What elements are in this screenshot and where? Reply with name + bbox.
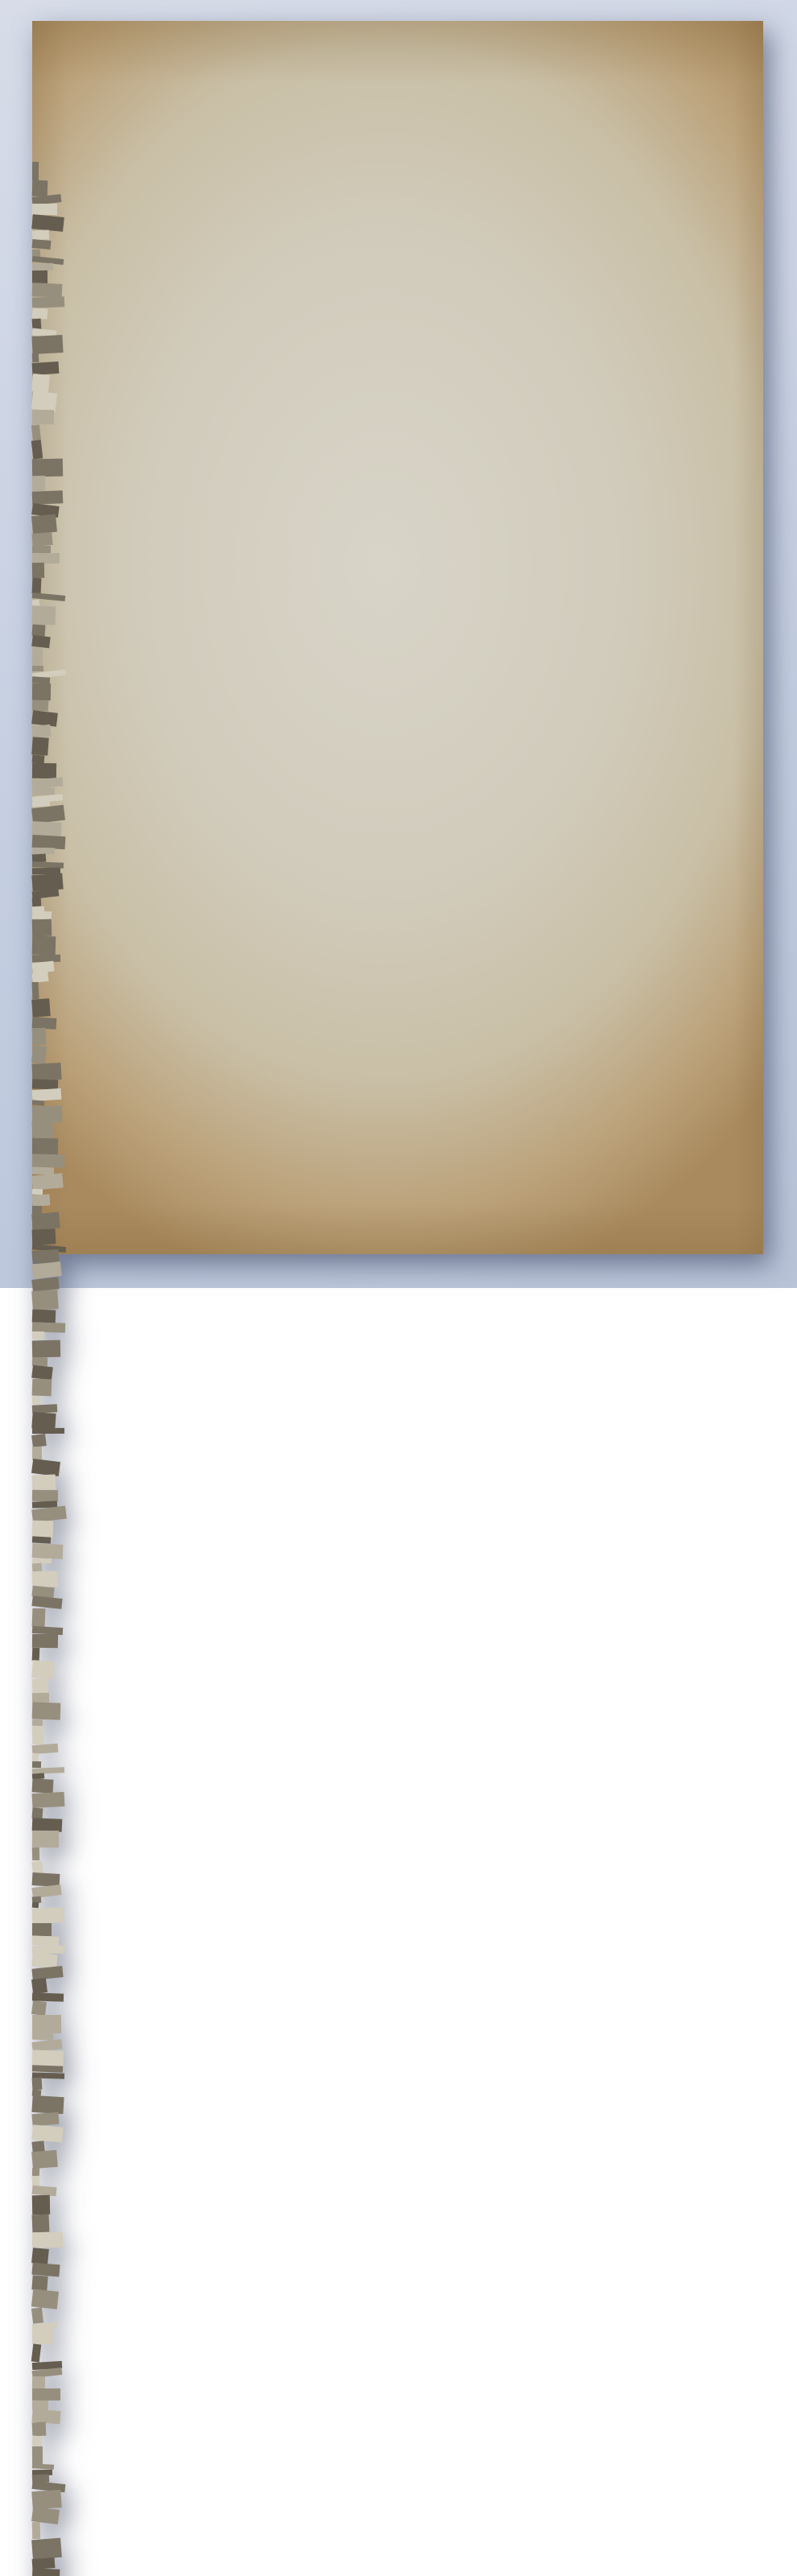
building-block bbox=[31, 2289, 59, 2309]
building-block bbox=[32, 1678, 49, 1694]
building-block bbox=[32, 2195, 50, 2215]
building-block bbox=[32, 1693, 49, 1703]
antique-map-sheet bbox=[32, 21, 763, 1254]
building-block bbox=[32, 2215, 49, 2233]
building-block bbox=[32, 1792, 65, 1809]
building-block bbox=[32, 754, 45, 763]
building-block bbox=[31, 724, 51, 738]
building-block bbox=[31, 440, 43, 460]
building-block bbox=[32, 308, 48, 319]
building-block bbox=[32, 1818, 63, 1831]
building-block bbox=[31, 2248, 49, 2264]
building-block bbox=[31, 514, 56, 534]
building-block bbox=[32, 283, 63, 298]
building-block bbox=[31, 2000, 47, 2016]
building-block bbox=[32, 2568, 60, 2576]
building-block bbox=[31, 2262, 60, 2277]
building-block bbox=[32, 297, 64, 309]
building-block bbox=[31, 2343, 42, 2362]
building-block bbox=[32, 935, 56, 955]
building-block bbox=[32, 239, 52, 250]
building-block bbox=[31, 2124, 63, 2142]
building-block bbox=[31, 1365, 53, 1380]
building-block bbox=[32, 2522, 41, 2539]
building-block bbox=[32, 647, 43, 666]
building-block bbox=[32, 1105, 63, 1123]
building-block bbox=[31, 1063, 61, 1080]
building-block bbox=[31, 1212, 60, 1231]
building-block bbox=[31, 737, 48, 755]
building-block bbox=[32, 361, 60, 375]
building-block bbox=[31, 424, 41, 441]
building-block bbox=[32, 1608, 46, 1627]
building-block bbox=[31, 2490, 62, 2509]
building-block bbox=[31, 2150, 57, 2169]
building-block bbox=[31, 1860, 43, 1873]
building-block bbox=[31, 2140, 45, 2152]
building-block bbox=[32, 546, 51, 553]
building-block bbox=[32, 834, 65, 848]
building-block bbox=[32, 1634, 58, 1648]
building-block bbox=[31, 2095, 64, 2115]
building-block bbox=[31, 1045, 46, 1063]
building-block bbox=[32, 898, 41, 906]
building-block bbox=[32, 1648, 40, 1661]
building-block bbox=[31, 873, 63, 892]
building-block bbox=[31, 1660, 54, 1678]
building-block bbox=[32, 1923, 52, 1936]
building-block bbox=[31, 1173, 63, 1190]
building-block bbox=[32, 2329, 55, 2344]
building-block bbox=[31, 2409, 60, 2423]
foxing-stain bbox=[32, 89, 64, 138]
building-block bbox=[32, 1194, 50, 1206]
building-block bbox=[31, 1966, 63, 1980]
building-block bbox=[32, 1702, 61, 1719]
foxing-stain bbox=[32, 21, 81, 53]
building-block bbox=[32, 1490, 58, 1501]
building-block bbox=[32, 1778, 53, 1794]
building-block bbox=[32, 1309, 56, 1323]
building-block bbox=[32, 1847, 39, 1860]
building-block bbox=[32, 1902, 39, 1908]
building-block bbox=[31, 1978, 47, 1994]
building-block bbox=[31, 1412, 56, 1429]
building-block bbox=[32, 2388, 60, 2401]
building-block bbox=[32, 1831, 59, 1847]
building-block bbox=[32, 1935, 59, 1946]
building-block bbox=[32, 353, 39, 362]
building-block bbox=[32, 180, 48, 196]
building-block bbox=[32, 1206, 42, 1214]
building-block bbox=[31, 2507, 60, 2524]
building-block bbox=[32, 1907, 65, 1924]
building-block bbox=[32, 1520, 54, 1538]
building-block bbox=[32, 606, 56, 625]
building-block bbox=[32, 2376, 45, 2388]
building-block bbox=[32, 683, 51, 701]
building-block bbox=[31, 635, 50, 648]
foxing-stain bbox=[32, 53, 76, 89]
building-block bbox=[31, 1290, 59, 1311]
building-block bbox=[31, 1122, 53, 1139]
building-block bbox=[32, 1761, 41, 1768]
building-block bbox=[32, 1428, 64, 1435]
building-block bbox=[31, 2538, 61, 2559]
building-block bbox=[32, 1719, 43, 1726]
building-block bbox=[31, 999, 50, 1018]
foxing-stain bbox=[32, 138, 72, 162]
building-block bbox=[32, 1331, 44, 1340]
building-block bbox=[32, 563, 44, 578]
building-block bbox=[32, 476, 46, 491]
building-block bbox=[32, 1475, 56, 1491]
building-block bbox=[32, 1726, 44, 1745]
building-block bbox=[32, 1340, 60, 1357]
building-block bbox=[31, 1028, 46, 1046]
building-block bbox=[31, 1571, 58, 1587]
building-block bbox=[32, 919, 52, 936]
building-block bbox=[32, 2435, 43, 2446]
building-block bbox=[32, 1543, 64, 1559]
map-frame bbox=[32, 162, 763, 2576]
building-block bbox=[32, 553, 60, 564]
building-block bbox=[32, 1563, 43, 1571]
building-block bbox=[31, 335, 63, 354]
building-block bbox=[32, 459, 63, 477]
building-block bbox=[32, 763, 56, 778]
building-block bbox=[32, 2050, 64, 2066]
building-block bbox=[32, 1807, 43, 1818]
building-block bbox=[31, 1434, 47, 1447]
building-block bbox=[31, 532, 52, 547]
building-block bbox=[32, 1322, 66, 1332]
building-block bbox=[32, 2446, 43, 2464]
building-block bbox=[32, 1154, 64, 1168]
building-block bbox=[32, 665, 43, 671]
building-block bbox=[32, 2078, 43, 2091]
building-block bbox=[32, 1378, 52, 1396]
building-block bbox=[32, 821, 61, 836]
building-block bbox=[31, 374, 50, 393]
building-block bbox=[32, 1188, 43, 1194]
building-block bbox=[32, 1138, 58, 1154]
building-block bbox=[32, 270, 47, 283]
building-block bbox=[32, 2168, 39, 2176]
building-block bbox=[32, 2422, 47, 2436]
building-block bbox=[32, 162, 39, 180]
building-block bbox=[32, 410, 54, 425]
building-block bbox=[32, 1558, 52, 1563]
city-blocks-upper bbox=[32, 162, 763, 2168]
building-block bbox=[31, 390, 57, 411]
building-block bbox=[31, 2307, 43, 2324]
building-block bbox=[32, 2015, 61, 2033]
building-block bbox=[32, 982, 39, 999]
building-block bbox=[32, 2232, 63, 2248]
building-block bbox=[32, 1395, 40, 1405]
city-blocks-lower bbox=[32, 2168, 763, 2576]
